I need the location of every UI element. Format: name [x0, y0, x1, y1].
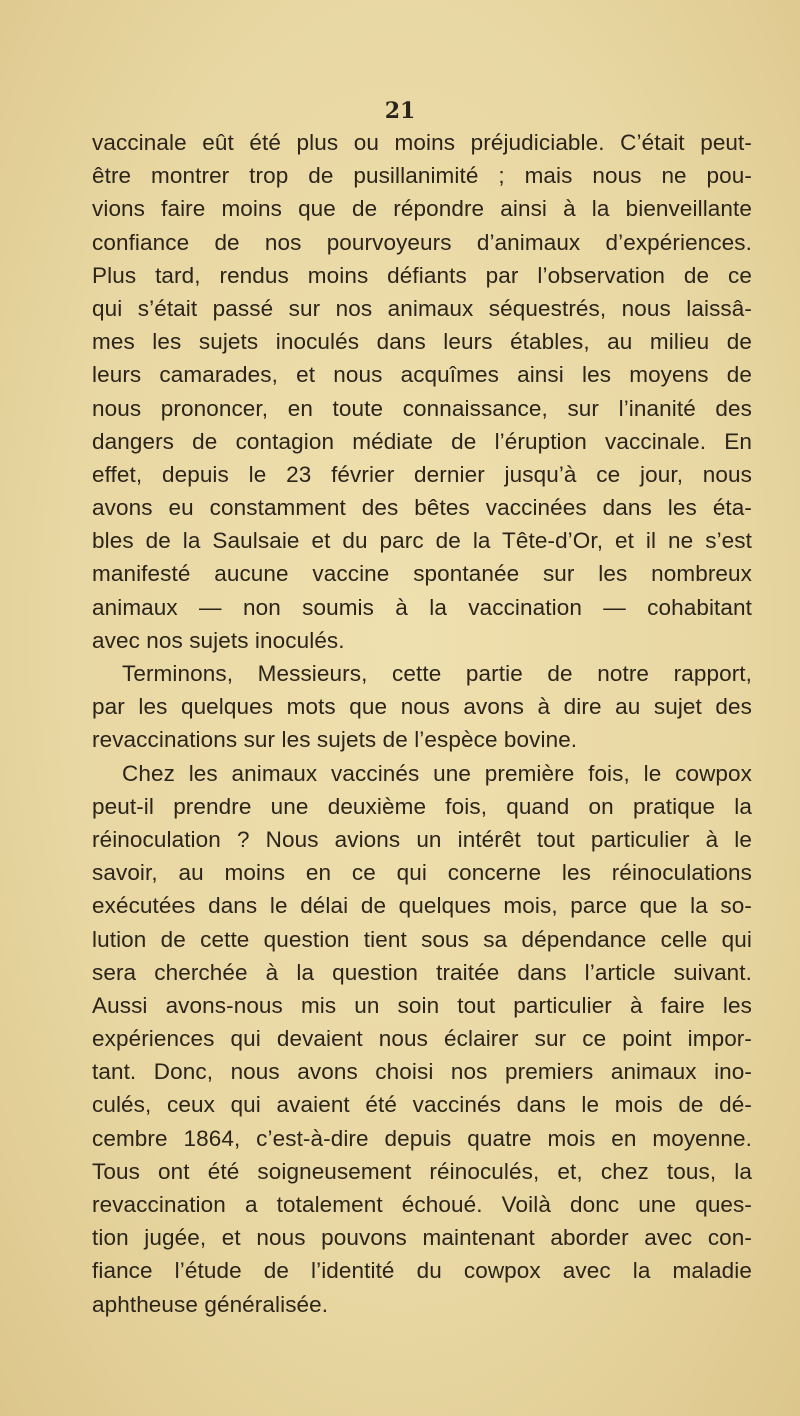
text-line: être montrer trop de pusillanimité ; mais nous ne pou-	[92, 163, 752, 189]
text-line: cembre 1864, c’est-à-dire depuis quatre mois en moyenne.	[92, 1125, 752, 1151]
text-line: exécutées dans le délai de quelques mois, parce que la so-	[92, 893, 752, 919]
text-line: avons eu constamment des bêtes vaccinées dans les éta-	[92, 495, 752, 521]
text-line: confiance de nos pourvoyeurs d’animaux d’expériences.	[92, 229, 752, 255]
text-line: lution de cette question tient sous sa dépendance celle qui	[92, 926, 752, 952]
text-line: qui s’était passé sur nos animaux séquestrés, nous laissâ-	[92, 295, 752, 321]
text-line: revaccinations sur les sujets de l’espèce bovine.	[92, 727, 578, 753]
text-line: nous prononcer, en toute connaissance, sur l’inanité des	[92, 395, 752, 421]
page-number: 21	[384, 98, 416, 124]
text-line: leurs camarades, et nous acquîmes ainsi les moyens de	[92, 362, 752, 388]
text-line: Chez les animaux vaccinés une première fois, le cowpox	[122, 760, 752, 786]
text-line: sera cherchée à la question traitée dans l’article suivant.	[92, 959, 752, 985]
text-line: vions faire moins que de répondre ainsi à la bienveillante	[92, 196, 752, 222]
text-line: effet, depuis le 23 février dernier jusqu’à ce jour, nous	[92, 461, 752, 487]
text-line: Plus tard, rendus moins défiants par l’observation de ce	[92, 262, 752, 288]
text-line: tant. Donc, nous avons choisi nos premiers animaux ino-	[92, 1059, 752, 1085]
text-line: par les quelques mots que nous avons à dire au sujet des	[92, 694, 752, 720]
text-line: expériences qui devaient nous éclairer sur ce point impor-	[92, 1026, 752, 1052]
text-line: animaux — non soumis à la vaccination — cohabitant	[92, 594, 752, 620]
text-line: peut-il prendre une deuxième fois, quand on pratique la	[92, 793, 752, 819]
text-line: revaccination a totalement échoué. Voilà donc une ques-	[92, 1192, 752, 1217]
text-line: vaccinale eût été plus ou moins préjudiciable. C’était peut-	[92, 130, 752, 155]
text-line: fiance l’étude de l’identité du cowpox avec la maladie	[92, 1258, 752, 1284]
text-line: savoir, au moins en ce qui concerne les réinoculations	[92, 860, 752, 886]
text-line: Tous ont été soigneusement réinoculés, et, chez tous, la	[92, 1158, 752, 1184]
text-line: Terminons, Messieurs, cette partie de notre rapport,	[122, 661, 752, 686]
text-line: bles de la Saulsaie et du parc de la Tête-d’Or, et il ne s’est	[92, 528, 752, 554]
body-text	[92, 126, 752, 1321]
text-line: manifesté aucune vaccine spontanée sur les nombreux	[92, 561, 752, 587]
text-line: culés, ceux qui avaient été vaccinés dans le mois de dé-	[92, 1092, 752, 1118]
text-line: réinoculation ? Nous avions un intérêt tout particulier à le	[92, 826, 752, 852]
text-line: Aussi avons-nous mis un soin tout particulier à faire les	[92, 992, 752, 1018]
text-line: dangers de contagion médiate de l’éruption vaccinale. En	[92, 428, 752, 454]
text-line: tion jugée, et nous pouvons maintenant aborder avec con-	[92, 1225, 752, 1251]
text-line: aphtheuse généralisée.	[92, 1291, 329, 1317]
text-line: mes les sujets inoculés dans leurs étables, au milieu de	[92, 329, 752, 355]
text-line: avec nos sujets inoculés.	[92, 627, 345, 653]
